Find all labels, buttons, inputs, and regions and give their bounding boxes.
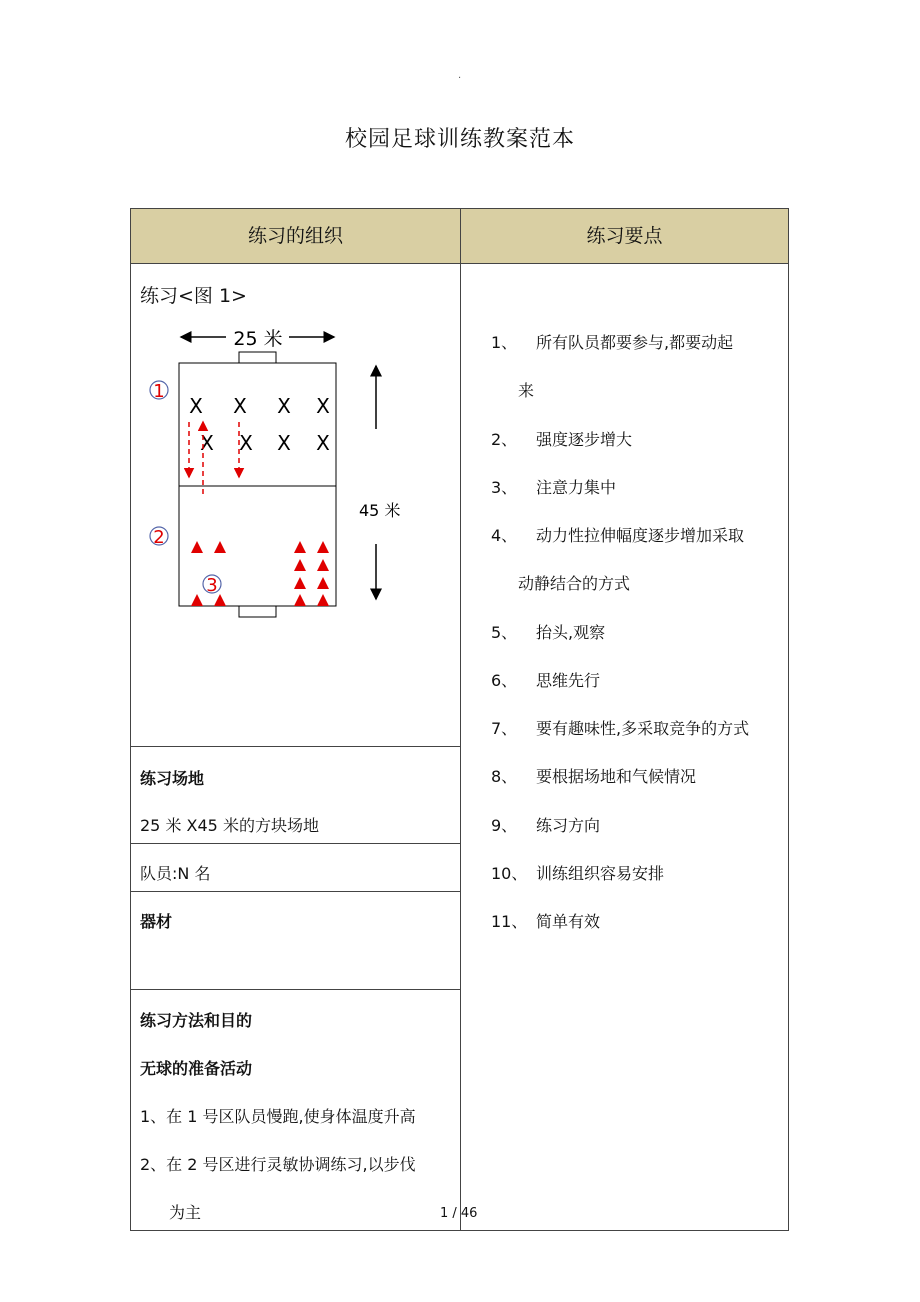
point-text: 练习方向 [536, 816, 601, 835]
header-key-points: 练习要点 [586, 225, 663, 247]
zone-3-number: 3 [206, 575, 218, 596]
point-number: 4、 [491, 526, 518, 545]
cone-marker [191, 541, 203, 553]
player-x: X [316, 431, 330, 455]
field-text: 25 米 X45 米的方块场地 [140, 816, 319, 835]
point-number: 1、 [491, 333, 518, 352]
practice-label: 练习<图 1> [140, 285, 247, 307]
point-text: 训练组织容易安排 [536, 864, 665, 883]
point-text-continuation: 动静结合的方式 [518, 574, 631, 593]
cone-marker [317, 594, 329, 606]
point-text: 注意力集中 [536, 478, 617, 497]
cone-marker [294, 559, 306, 571]
top-goal [239, 352, 276, 363]
cone-marker [317, 577, 329, 589]
player-x: X [189, 394, 203, 418]
page-number: 1 / 46 [440, 1206, 478, 1221]
point-number: 9、 [491, 816, 518, 835]
width-label: 25 米 [233, 328, 283, 350]
zone-2-number: 2 [153, 527, 165, 548]
player-x: X [277, 431, 291, 455]
drill-diagram [131, 314, 460, 624]
point-text: 动力性拉伸幅度逐步增加采取 [536, 526, 745, 545]
page-title: 校园足球训练教案范本 [344, 127, 575, 152]
divider-players [131, 891, 460, 892]
point-text: 思维先行 [536, 671, 601, 690]
player-x: X [200, 431, 214, 455]
cone-marker [294, 594, 306, 606]
cone-marker [317, 541, 329, 553]
point-number: 2、 [491, 430, 518, 449]
bottom-goal [239, 606, 276, 617]
header-organization: 练习的组织 [247, 225, 343, 247]
cone-marker [317, 559, 329, 571]
point-text: 强度逐步增大 [536, 430, 633, 449]
cone-marker [214, 541, 226, 553]
divider-diagram [131, 746, 460, 747]
point-number: 3、 [491, 478, 518, 497]
players-text: 队员:N 名 [140, 864, 211, 883]
step-item-continuation: 为主 [169, 1203, 202, 1222]
equipment-heading: 器材 [140, 912, 173, 931]
cone-marker [191, 594, 203, 606]
column-divider [460, 209, 461, 1230]
length-label: 45 米 [359, 501, 401, 520]
point-text: 要有趣味性,多采取竞争的方式 [536, 719, 750, 738]
point-text: 所有队员都要参与,都要动起 [536, 333, 734, 352]
cone-marker [294, 541, 306, 553]
step-item: 2、在 2 号区进行灵敏协调练习,以步伐 [140, 1155, 416, 1174]
point-number: 5、 [491, 623, 518, 642]
point-number: 11、 [491, 912, 528, 931]
point-text: 抬头,观察 [536, 623, 606, 642]
zone-1-number: 1 [153, 381, 165, 402]
point-number: 10、 [491, 864, 528, 883]
point-text: 简单有效 [536, 912, 601, 931]
step-item: 1、在 1 号区队员慢跑,使身体温度升高 [140, 1107, 416, 1126]
divider-equipment [131, 989, 460, 990]
point-number: 6、 [491, 671, 518, 690]
player-x: X [239, 431, 253, 455]
player-x: X [233, 394, 247, 418]
point-text-continuation: 来 [518, 381, 535, 400]
lesson-table [130, 208, 789, 1231]
player-x: X [277, 394, 291, 418]
top-dot: . [458, 70, 462, 81]
point-text: 要根据场地和气候情况 [536, 767, 697, 786]
warmup-heading: 无球的准备活动 [140, 1059, 253, 1078]
point-number: 8、 [491, 767, 518, 786]
method-heading: 练习方法和目的 [140, 1011, 253, 1030]
player-x: X [316, 394, 330, 418]
divider-field [131, 843, 460, 844]
cone-marker [294, 577, 306, 589]
field-heading: 练习场地 [140, 769, 205, 788]
point-number: 7、 [491, 719, 518, 738]
